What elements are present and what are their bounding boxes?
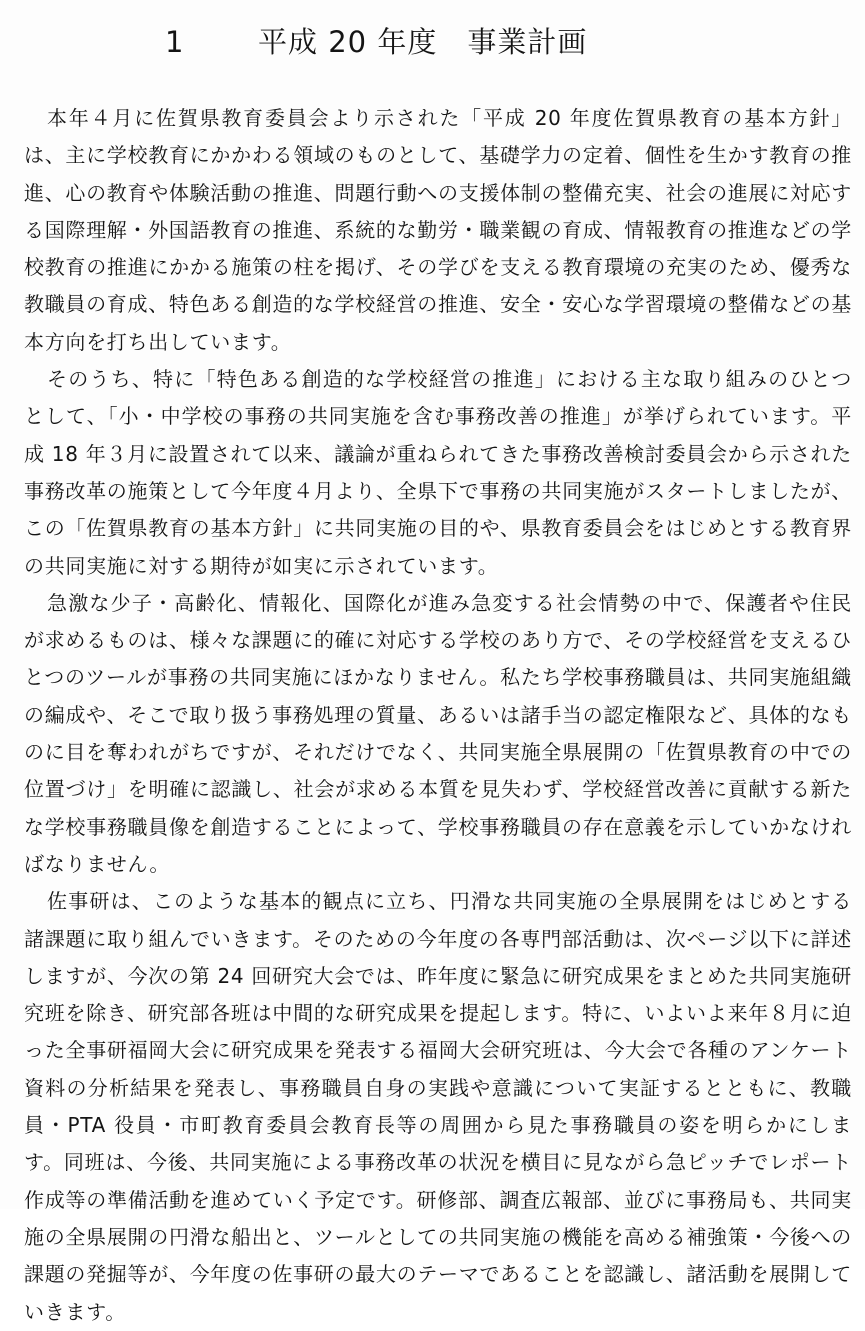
- paragraph-3: 急激な少子・高齢化、情報化、国際化が進み急変する社会情勢の中で、保護者や住民が求めるものは、様々な課題に的確に対応する学校のあり方で、その学校経営を支えるひとつのツールが事務の共同実施にほかなりません。私たち学校事務職員は、共同実施組織の編成や、そこで取り扱う事務処理の質量、あるいは諸手当の認定権限など、具体的なものに目を奪われがちですが、それだけでなく、共同実施全県展開の「佐賀県教育の中での位置づけ」を明確に認識し、社会が求める本質を見失わず、学校経営改善に貢献する新たな学校事務職員像を創造することによって、学校事務職員の存在意義を示していかなければなりません。: [24, 590, 852, 876]
- page-title: [0, 22, 865, 62]
- paragraph-1: 本年４月に佐賀県教育委員会より示された「平成 20 年度佐賀県教育の基本方針」は、主に学校教育にかかわる領域のものとして、基礎学力の定着、個性を生かす教育の推進、心の教育や体験活動の推進、問題行動への支援体制の整備充実、社会の進展に対応する国際理解・外国語教育の推進、系統的な勤労・職業観の育成、情報教育の推進などの学校教育の推進にかかる施策の柱を掲げ、その学びを支える教育環境の充実のため、優秀な教職員の育成、特色ある創造的な学校経営の推進、安全・安心な学習環境の整備などの基本方向を打ち出しています。: [24, 106, 852, 354]
- paragraph-2: そのうち、特に「特色ある創造的な学校経営の推進」における主な取り組みのひとつとして、「小・中学校の事務の共同実施を含む事務改善の推進」が挙げられています。平成 18 年３月に設置されて以来、議論が重ねられてきた事務改善検討委員会から示された事務改革の施策として今年度４月より、全県下で事務の共同実施がスタートしましたが、この「佐賀県教育の基本方針」に共同実施の目的や、県教育委員会をはじめとする教育界の共同実施に対する期待が如実に示されています。: [24, 367, 852, 578]
- paragraph-4: 佐事研は、このような基本的観点に立ち、円滑な共同実施の全県展開をはじめとする諸課題に取り組んでいきます。そのための今年度の各専門部活動は、次ページ以下に詳述しますが、今次の第 24 回研究大会では、昨年度に緊急に研究成果をまとめた共同実施研究班を除き、研究部各班は中間的な研究成果を提起します。特に、いよいよ来年８月に迫った全事研福岡大会に研究成果を発表する福岡大会研究班は、今大会で各種のアンケート資料の分析結果を発表し、事務職員自身の実践や意識について実証するとともに、教職員・PTA 役員・市町教育委員会教育長等の周囲から見た事務職員の姿を明らかにします。同班は、今後、共同実施による事務改革の状況を横目に見ながら急ピッチでレポート作成等の準備活動を進めていく予定です。研修部、調査広報部、並びに事務局も、共同実施の全県展開の円滑な船出と、ツールとしての共同実施の機能を高める補強策・今後への課題の発掘等が、今年度の佐事研の最大のテーマであることを認識し、諸活動を展開していきます。: [24, 889, 852, 1324]
- document-body: [24, 100, 852, 1331]
- section-number: 1: [165, 25, 185, 59]
- section-title: 平成 20 年度 事業計画: [258, 25, 588, 59]
